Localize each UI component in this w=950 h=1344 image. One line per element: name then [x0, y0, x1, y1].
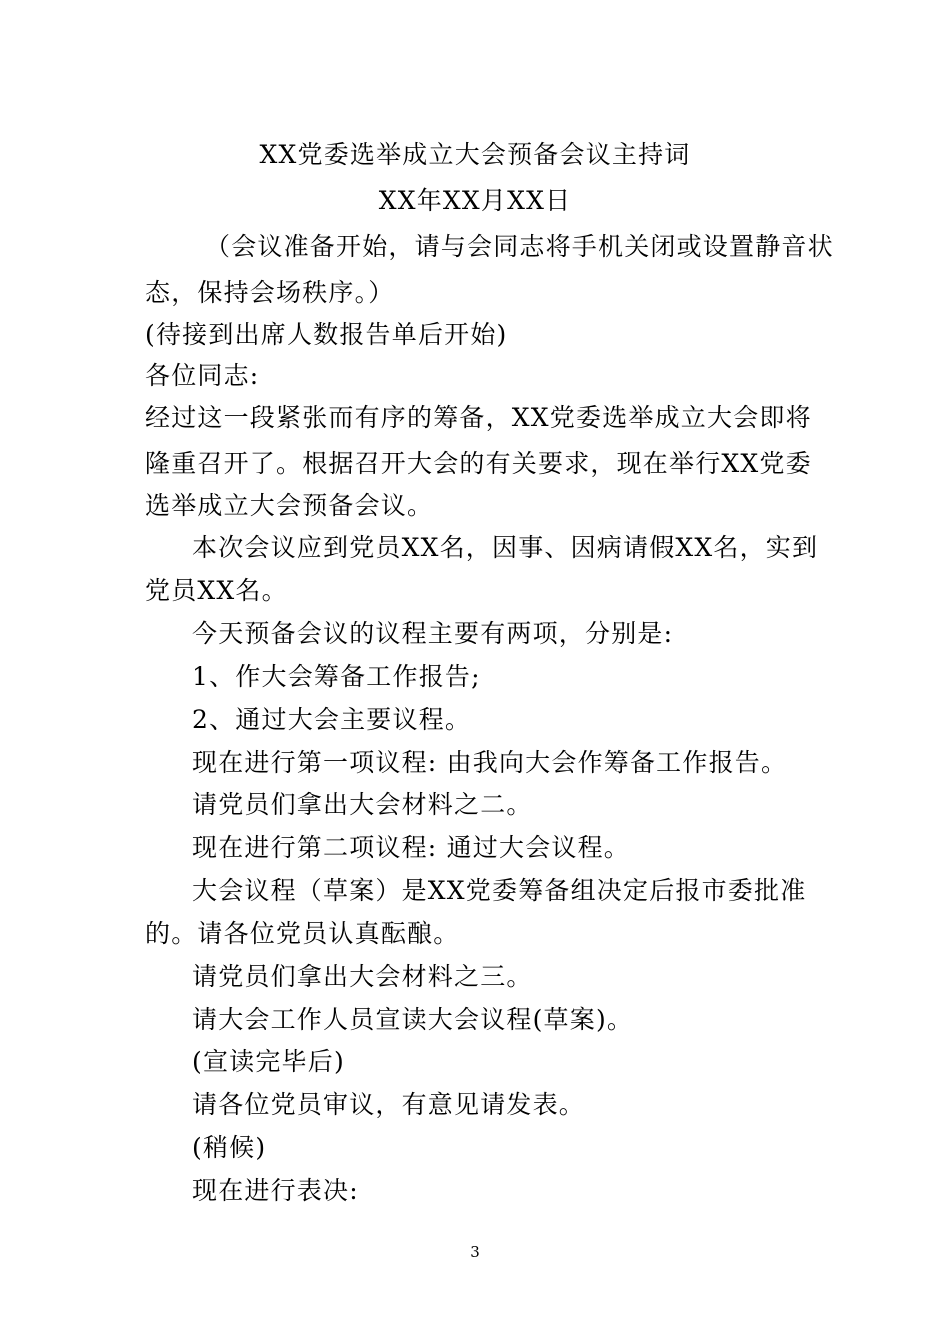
- paragraph-line: 各位同志:: [145, 361, 260, 390]
- paragraph-line: 本次会议应到党员XX名，因事、因病请假XX名，实到: [192, 533, 819, 562]
- paragraph-line: (宣读完毕后): [192, 1047, 345, 1076]
- paragraph-line: (稍候): [192, 1133, 267, 1162]
- paragraph-line: 请党员们拿出大会材料之三。: [192, 962, 533, 991]
- paragraph-line: 请各位党员审议，有意见请发表。: [192, 1090, 586, 1119]
- page-number: 3: [470, 1243, 480, 1261]
- paragraph-line: 经过这一段紧张而有序的筹备，XX党委选举成立大会即将: [145, 403, 812, 432]
- paragraph-line: 请大会工作人员宣读大会议程(草案)。: [192, 1005, 634, 1034]
- paragraph-line: （会议准备开始，请与会同志将手机关闭或设置静音状: [205, 232, 834, 261]
- document-title: XX党委选举成立大会预备会议主持词: [259, 140, 691, 169]
- document-date: XX年XX月XX日: [378, 186, 572, 215]
- paragraph-line: 今天预备会议的议程主要有两项，分别是:: [192, 619, 674, 648]
- paragraph-line: 现在进行第一项议程: 由我向大会作筹备工作报告。: [192, 748, 788, 777]
- paragraph-line: 隆重召开了。根据召开大会的有关要求，现在举行XX党委: [145, 449, 812, 478]
- paragraph-line: 2、通过大会主要议程。: [192, 705, 472, 734]
- paragraph-line: 选举成立大会预备会议。: [145, 491, 434, 520]
- paragraph-line: 党员XX名。: [145, 576, 288, 605]
- paragraph-line: 请党员们拿出大会材料之二。: [192, 790, 533, 819]
- paragraph-line: 1、作大会筹备工作报告;: [192, 662, 481, 691]
- paragraph-line: (待接到出席人数报告单后开始): [145, 320, 508, 349]
- paragraph-line: 大会议程（草案）是XX党委筹备组决定后报市委批准: [192, 876, 807, 905]
- paragraph-line: 的。请各位党员认真酝酿。: [145, 919, 460, 948]
- paragraph-line: 现在进行表决:: [192, 1176, 359, 1205]
- paragraph-line: 态，保持会场秩序。）: [145, 278, 395, 307]
- paragraph-line: 现在进行第二项议程: 通过大会议程。: [192, 833, 630, 862]
